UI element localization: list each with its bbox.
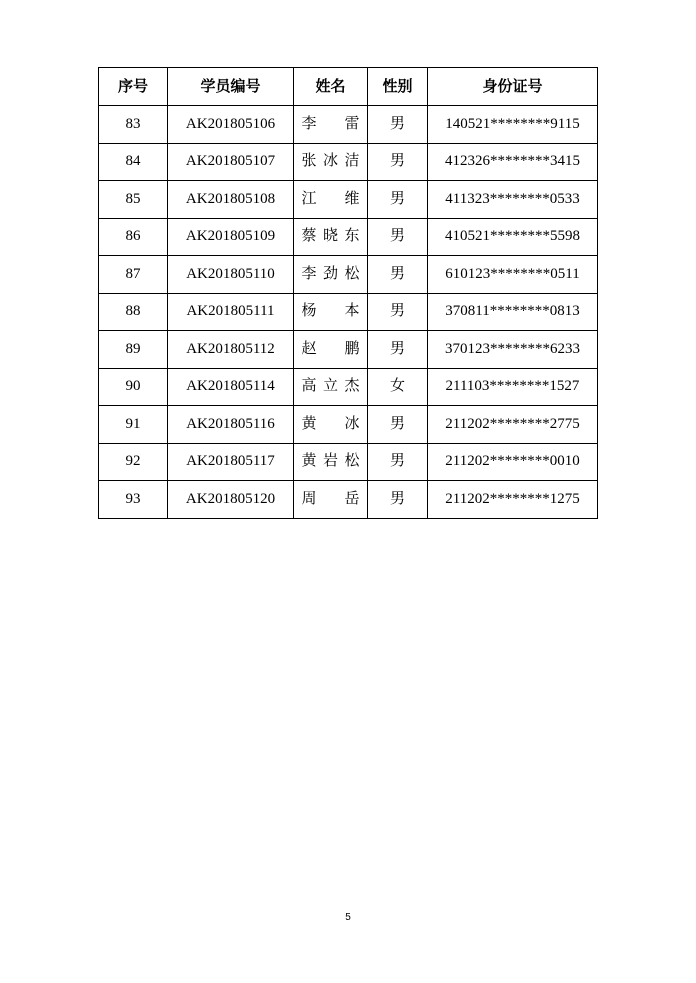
student-code-cell: AK201805114 <box>168 368 294 406</box>
serial-cell: 86 <box>99 218 168 256</box>
serial-cell: 90 <box>99 368 168 406</box>
table-row <box>99 181 598 219</box>
name-cell <box>294 143 368 181</box>
id-number-cell: 412326********3415 <box>428 143 598 181</box>
table-row <box>99 443 598 481</box>
table-header-row <box>99 68 598 106</box>
table-row <box>99 406 598 444</box>
table-row <box>99 106 598 144</box>
name-cell <box>294 331 368 369</box>
name-cell <box>294 218 368 256</box>
id-number-cell: 411323********0533 <box>428 181 598 219</box>
id-number-cell: 211202********0010 <box>428 443 598 481</box>
serial-cell: 85 <box>99 181 168 219</box>
id-number-cell: 410521********5598 <box>428 218 598 256</box>
table-row <box>99 256 598 294</box>
student-roster-table <box>98 67 598 519</box>
table-row <box>99 368 598 406</box>
student-name: 张 冰 洁 <box>301 153 360 170</box>
page-number: 5 <box>345 912 351 923</box>
name-cell <box>294 181 368 219</box>
id-number-cell: 610123********0511 <box>428 256 598 294</box>
id-number-cell: 211202********2775 <box>428 406 598 444</box>
table-row <box>99 331 598 369</box>
gender-cell: 男 <box>368 106 428 144</box>
student-code-cell: AK201805116 <box>168 406 294 444</box>
serial-cell: 89 <box>99 331 168 369</box>
name-cell <box>294 481 368 519</box>
gender-cell: 男 <box>368 293 428 331</box>
serial-cell: 83 <box>99 106 168 144</box>
student-code-cell: AK201805117 <box>168 443 294 481</box>
gender-cell: 男 <box>368 218 428 256</box>
header-id-number: 身份证号 <box>428 68 598 106</box>
gender-cell: 男 <box>368 331 428 369</box>
gender-cell: 男 <box>368 443 428 481</box>
gender-cell: 女 <box>368 368 428 406</box>
serial-cell: 92 <box>99 443 168 481</box>
header-gender: 性别 <box>368 68 428 106</box>
student-code-cell: AK201805112 <box>168 331 294 369</box>
name-cell <box>294 256 368 294</box>
student-code-cell: AK201805110 <box>168 256 294 294</box>
id-number-cell: 370123********6233 <box>428 331 598 369</box>
id-number-cell: 140521********9115 <box>428 106 598 144</box>
student-code-cell: AK201805109 <box>168 218 294 256</box>
student-code-cell: AK201805107 <box>168 143 294 181</box>
table-body <box>99 106 598 519</box>
id-number-cell: 370811********0813 <box>428 293 598 331</box>
student-name: 赵 鹏 <box>301 340 360 357</box>
name-cell <box>294 293 368 331</box>
student-name: 高 立 杰 <box>301 378 360 395</box>
serial-cell: 93 <box>99 481 168 519</box>
serial-cell: 88 <box>99 293 168 331</box>
student-code-cell: AK201805106 <box>168 106 294 144</box>
gender-cell: 男 <box>368 406 428 444</box>
student-code-cell: AK201805111 <box>168 293 294 331</box>
student-code-cell: AK201805120 <box>168 481 294 519</box>
gender-cell: 男 <box>368 181 428 219</box>
name-cell <box>294 406 368 444</box>
gender-cell: 男 <box>368 256 428 294</box>
table-row <box>99 481 598 519</box>
student-code-cell: AK201805108 <box>168 181 294 219</box>
gender-cell: 男 <box>368 481 428 519</box>
header-name: 姓名 <box>294 68 368 106</box>
table-row <box>99 293 598 331</box>
serial-cell: 87 <box>99 256 168 294</box>
student-name: 李 雷 <box>301 115 360 132</box>
id-number-cell: 211103********1527 <box>428 368 598 406</box>
table-row <box>99 143 598 181</box>
student-name: 黄 岩 松 <box>301 453 360 470</box>
name-cell <box>294 106 368 144</box>
student-name: 江 维 <box>301 190 360 207</box>
header-student-code: 学员编号 <box>168 68 294 106</box>
table-row <box>99 218 598 256</box>
id-number-cell: 211202********1275 <box>428 481 598 519</box>
header-serial: 序号 <box>99 68 168 106</box>
name-cell <box>294 443 368 481</box>
student-name: 周 岳 <box>301 490 360 507</box>
student-name: 李 劲 松 <box>301 265 360 282</box>
gender-cell: 男 <box>368 143 428 181</box>
name-cell <box>294 368 368 406</box>
student-name: 蔡 晓 东 <box>301 228 360 245</box>
serial-cell: 84 <box>99 143 168 181</box>
student-name: 杨 本 <box>301 303 360 320</box>
student-name: 黄 冰 <box>301 415 360 432</box>
serial-cell: 91 <box>99 406 168 444</box>
